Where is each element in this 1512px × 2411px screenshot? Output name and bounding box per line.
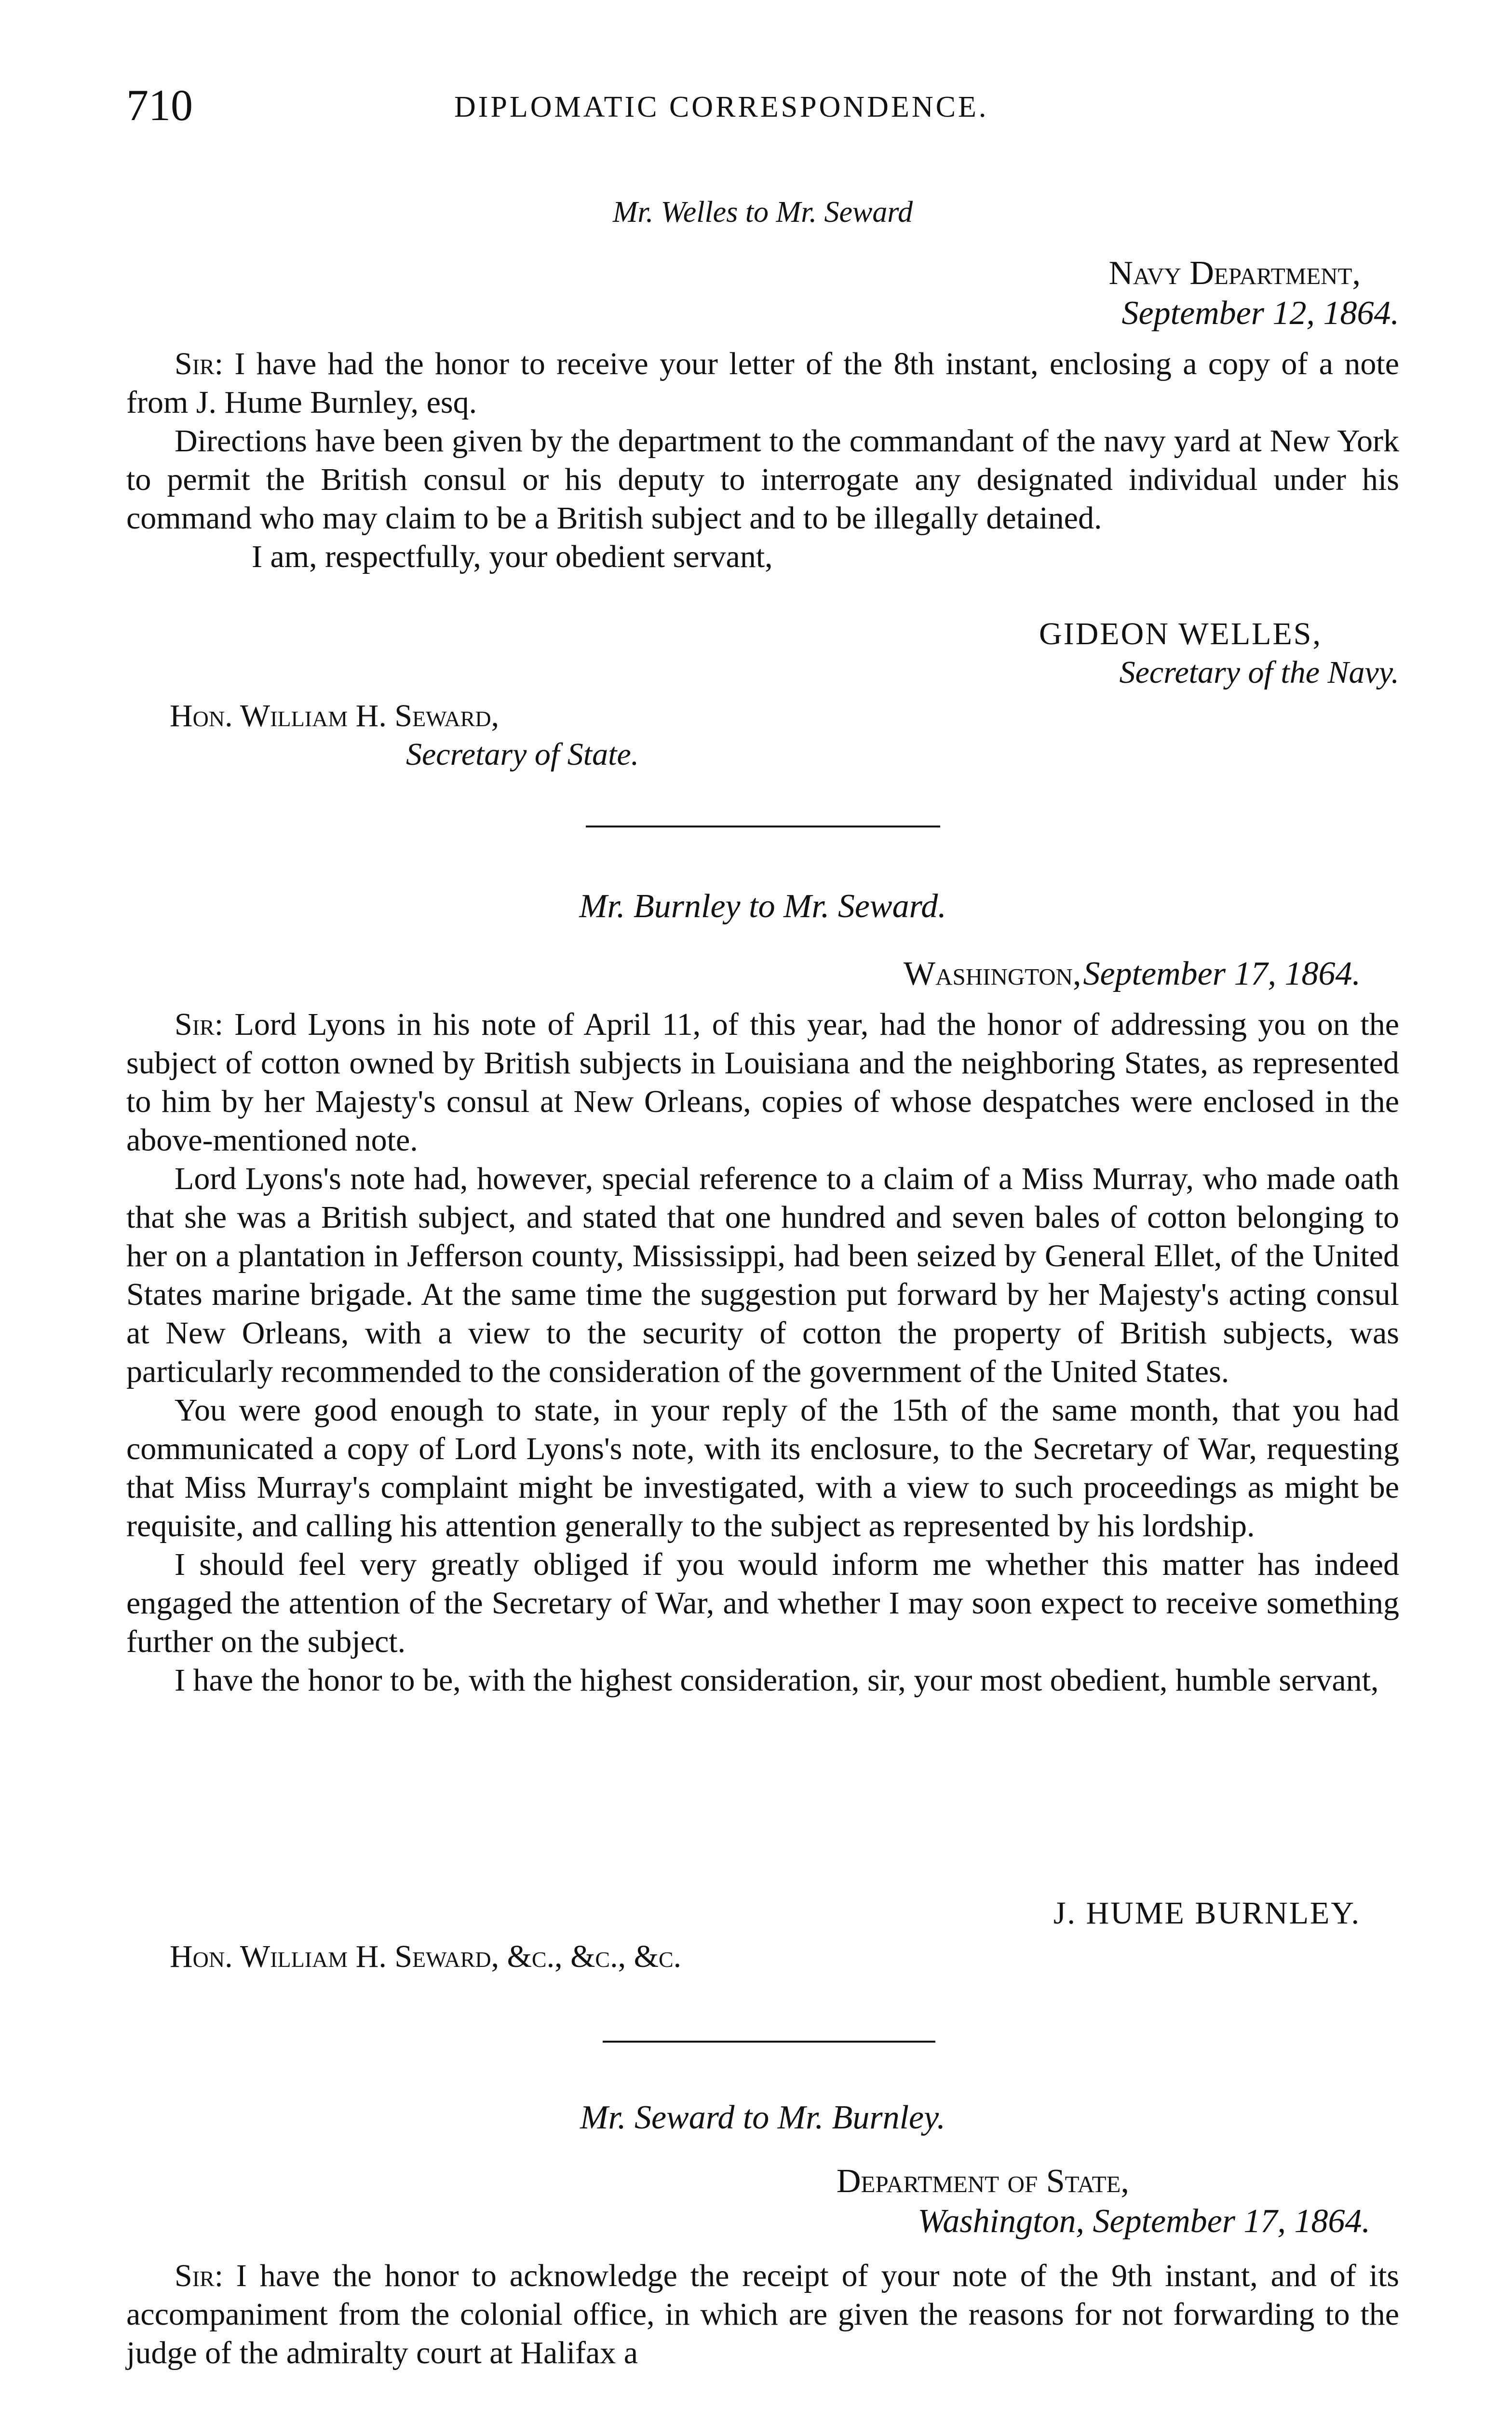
letter-1-salutation: Sir: bbox=[175, 346, 224, 381]
letter-1-signature-block bbox=[126, 615, 1399, 692]
divider-rule bbox=[603, 2041, 935, 2043]
divider-rule bbox=[586, 826, 940, 827]
letter-3-paragraph-1: Sir: I have the honor to acknowledge the receipt of your note of the 9th instant, and of its accompaniment from the colonial office, in which are given the reasons for not forwarding to the judge of the admiralty court at Halifax a bbox=[126, 2258, 1399, 2370]
letter-2-addressee-name: Hon. William H. Seward, &c., &c., &c. bbox=[170, 1939, 682, 1974]
letter-1-paragraph-2: Directions have been given by the department to the commandant of the navy yard at New York to permit the British consul or his deputy to interrogate any designated individual under his command who may claim to be a British subject and to be illegally detained. bbox=[126, 423, 1399, 536]
letter-2-addressee bbox=[126, 1937, 1399, 1976]
page-header bbox=[126, 80, 1399, 137]
running-head: DIPLOMATIC CORRESPONDENCE. bbox=[454, 91, 989, 123]
letter-2-body bbox=[126, 1005, 1399, 1700]
letter-1-signature-title: Secretary of the Navy. bbox=[1119, 655, 1399, 690]
letter-2-paragraph-4: I should feel very greatly obliged if you would inform me whether this matter has indeed engaged the attention of the Secretary of War, and whether I may soon expect to receive something further on the subject. bbox=[126, 1547, 1399, 1659]
letter-2-paragraph-1: Sir: Lord Lyons in his note of April 11, of this year, had the honor of addressing you on the subject of cotton owned by British subjects in Louisiana and the neighboring States, as represented to him by her Majesty's consul at New Orleans, copies of whose despatches were enclosed in the above-mentioned note. bbox=[126, 1007, 1400, 1158]
letter-2-signature: J. HUME BURNLEY. bbox=[1053, 1896, 1361, 1931]
letter-2-salutation: Sir: bbox=[175, 1007, 224, 1042]
letter-2-paragraph-3: You were good enough to state, in your reply of the 15th of the same month, that you had communicated a copy of Lord Lyons's note, with its enclosure, to the Secretary of War, requesting that Miss Murray's complaint might be investigated, with a view to such proceedings as might be requisite, and calling his attention generally to the subject as represented by his lordship. bbox=[126, 1393, 1399, 1544]
letter-2-dateline-place: Washington, bbox=[904, 955, 1081, 992]
letter-2-paragraph-5: I have the honor to be, with the highest consideration, sir, your most obedient, humble servant, bbox=[175, 1663, 1379, 1698]
letter-2-heading: Mr. Burnley to Mr. Seward. bbox=[579, 888, 946, 925]
letter-2-dateline bbox=[126, 954, 1399, 994]
letter-1-dateline-place: Navy Department, bbox=[1108, 255, 1361, 292]
letter-2-paragraph-2: Lord Lyons's note had, however, special reference to a claim of a Miss Murray, who made oath that she was a British subject, and stated that one hundred and seven bales of cotton belonging to her on a plantation in Jefferson county, Mississippi, had been seized by General Ellet, of the United States marine brigade. At the same time the suggestion put forward by her Majesty's acting consul at New Orleans, with a view to the security of cotton the property of British subjects, was particularly recommended to the consideration of the government of the United States. bbox=[126, 1161, 1399, 1389]
letter-2-dateline-date: September 17, 1864. bbox=[1083, 955, 1361, 992]
letter-1-dateline-date: September 12, 1864. bbox=[1121, 295, 1399, 332]
letter-3-heading: Mr. Seward to Mr. Burnley. bbox=[580, 2099, 945, 2136]
letter-3-body bbox=[126, 2257, 1399, 2372]
letter-1-signature: GIDEON WELLES, bbox=[1039, 616, 1322, 651]
page-number: 710 bbox=[126, 81, 193, 130]
letter-1-paragraph-1: Sir: I have had the honor to receive your letter of the 8th instant, enclosing a copy of a note from J. Hume Burnley, esq. bbox=[126, 346, 1399, 420]
letter-1-body bbox=[126, 345, 1399, 576]
letter-1-addressee bbox=[126, 697, 1399, 774]
letter-1-dateline-date-wrap bbox=[126, 293, 1399, 334]
letter-3-dateline-date-wrap bbox=[126, 2201, 1399, 2242]
letter-1-closing: I am, respectfully, your obedient servant, bbox=[252, 539, 773, 574]
letter-3-salutation: Sir: bbox=[175, 2258, 224, 2293]
letter-1-addressee-name: Hon. William H. Seward, bbox=[170, 698, 500, 733]
letter-1-addressee-title: Secretary of State. bbox=[406, 737, 639, 772]
letter-3-dateline-place: Department of State, bbox=[836, 2163, 1129, 2200]
letter-1-dateline bbox=[126, 253, 1399, 294]
letter-3-dateline bbox=[126, 2161, 1399, 2202]
letter-1-heading: Mr. Welles to Mr. Seward bbox=[612, 196, 913, 229]
letter-2-signature-block bbox=[126, 1894, 1399, 1933]
letter-3-dateline-date: Washington, September 17, 1864. bbox=[918, 2203, 1370, 2240]
